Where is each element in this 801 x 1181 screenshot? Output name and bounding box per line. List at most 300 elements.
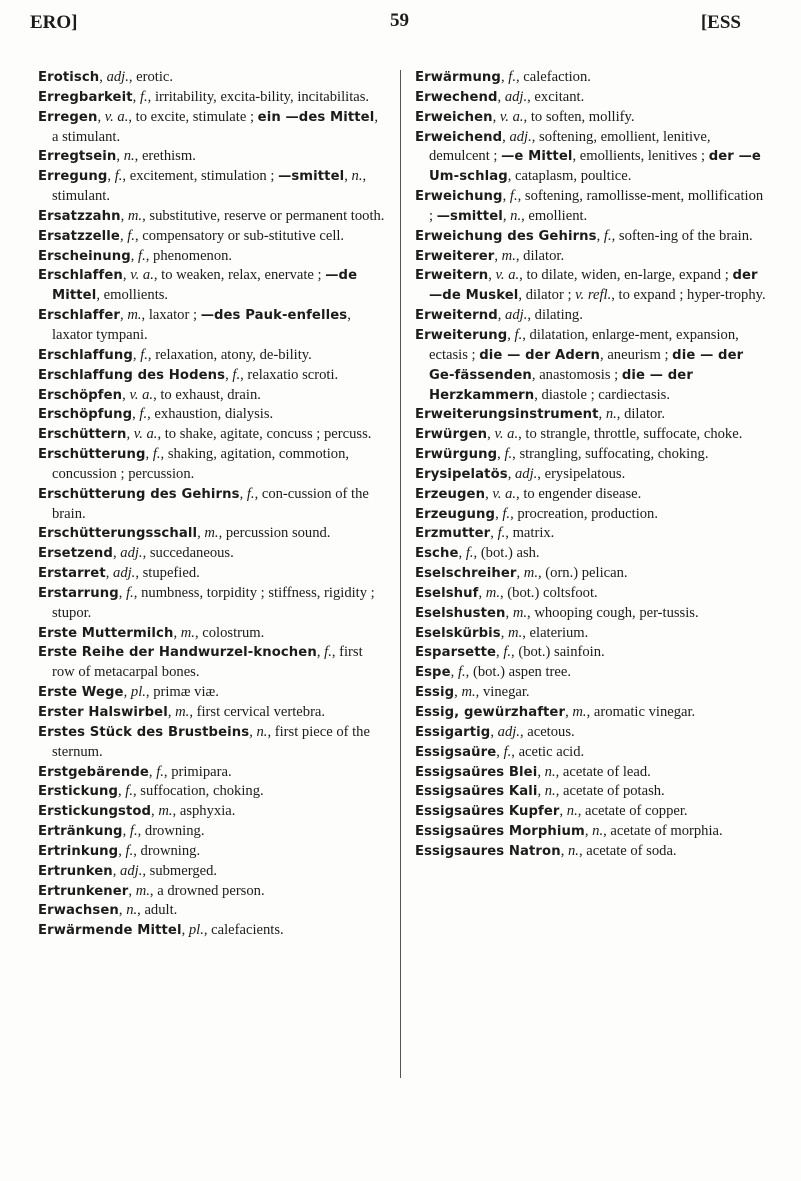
definition-text: , soften-ing of the brain. [611, 227, 753, 244]
definition-text: , [495, 505, 503, 522]
dictionary-entry [415, 763, 770, 783]
grammar-label: n. [544, 763, 556, 780]
definition-text: , [112, 545, 121, 562]
definition-text: , irritability, excita-bility, incitabilitas. [147, 88, 370, 105]
grammar-label: n. [256, 723, 268, 740]
headword: Erster Halswirbel [38, 705, 168, 720]
dictionary-entry [415, 584, 770, 604]
dictionary-entry [38, 386, 388, 406]
definition-text: , [112, 862, 121, 879]
definition-text: , [559, 803, 567, 820]
definition-text: , [478, 584, 486, 601]
left-column [38, 68, 388, 941]
grammar-label: f. [152, 446, 161, 463]
headword: Essigsaüre [415, 744, 497, 760]
definition-text: , [130, 247, 139, 264]
headword: Erwürgung [415, 447, 498, 463]
dictionary-entry [38, 544, 388, 564]
grammar-label: f. [497, 525, 506, 542]
grammar-label: adj. [120, 545, 143, 562]
headword: Erste Muttermilch [38, 625, 174, 641]
grammar-label: n. [566, 803, 578, 820]
dictionary-entry [415, 128, 770, 188]
headword: Eselskürbis [415, 625, 501, 641]
dictionary-entry [415, 604, 770, 624]
definition-text: , (bot.) ash. [473, 545, 540, 562]
dictionary-entry [38, 921, 388, 941]
grammar-label: m. [485, 584, 500, 601]
dictionary-entry [38, 227, 388, 247]
headword: Ersatzzahn [38, 208, 121, 224]
headword: Erweiterung [415, 327, 508, 343]
headword: Erweitern [415, 268, 489, 284]
grammar-label: f. [114, 168, 123, 185]
right-column [415, 68, 770, 862]
definition-text: , [492, 108, 500, 125]
grammar-label: f. [324, 644, 332, 661]
definition-text: , [148, 763, 157, 780]
headword: die — der Ge-fässenden [429, 347, 744, 383]
headword: Ertrunkener [38, 883, 129, 899]
definition-text: , first piece of the sternum. [52, 723, 370, 760]
definition-text: , asphyxia. [172, 803, 236, 820]
headword: Eselschreiher [415, 566, 517, 582]
headword: Essig [415, 685, 455, 701]
definition-text: , [537, 763, 545, 780]
dictionary-entry [38, 266, 388, 306]
grammar-label: f. [232, 366, 241, 383]
headword: Erwechend [415, 89, 498, 105]
grammar-label: f. [138, 247, 146, 264]
grammar-label: pl. [130, 684, 146, 701]
dictionary-entry [415, 247, 770, 267]
definition-text: , succedaneous. [142, 545, 234, 562]
definition-text: , calefaction. [515, 69, 591, 85]
definition-text: , adult. [137, 902, 178, 919]
definition-text: , [598, 406, 606, 423]
definition-text: , to shake, agitate, concuss ; percuss. [157, 426, 372, 443]
definition-text: , [458, 545, 466, 562]
definition-text: , [537, 783, 545, 800]
dictionary-entry [415, 802, 770, 822]
definition-text: , (bot.) coltsfoot. [500, 584, 598, 601]
grammar-label: f. [125, 783, 133, 800]
grammar-label: f. [139, 406, 148, 423]
grammar-label: m. [127, 307, 142, 324]
definition-text: , [118, 584, 127, 601]
dictionary-entry [415, 405, 770, 425]
dictionary-entry [38, 88, 388, 108]
headword: Erschöpfung [38, 407, 133, 423]
headword: Erysipelatös [415, 466, 508, 482]
definition-text: , dilating. [527, 307, 583, 324]
definition-text: , phenomenon. [145, 247, 233, 264]
headword: Erwürgen [415, 427, 488, 443]
headword: Erstarret [38, 566, 106, 582]
grammar-label: adj. [106, 69, 129, 85]
definition-text: , [450, 664, 458, 681]
headword: —de Mittel [52, 268, 358, 304]
definition-text: , [565, 704, 573, 720]
definition-text: , laxator tympani. [52, 307, 351, 343]
definition-text: , [454, 684, 462, 701]
dictionary-entry [415, 485, 770, 505]
dictionary-entry [38, 683, 388, 703]
column-divider [400, 70, 401, 1078]
headword: Erweiterer [415, 248, 495, 264]
headword: Ertrinkung [38, 843, 119, 859]
grammar-label: m. [158, 803, 173, 820]
headword: Essigsaüres Morphium [415, 824, 585, 840]
headword: Eselshuf [415, 585, 479, 601]
definition-text: , drowning. [133, 842, 201, 859]
headword: Ersetzend [38, 546, 113, 562]
definition-text: , acetous. [519, 723, 575, 740]
definition-text: , [485, 485, 493, 502]
definition-text: , [488, 267, 496, 284]
definition-text: , relaxatio scroti. [240, 366, 339, 383]
dictionary-entry [415, 108, 770, 128]
dictionary-entry [415, 564, 770, 584]
grammar-label: m. [512, 604, 528, 621]
definition-text: , [497, 307, 506, 324]
headword: Essigsaüres Kupfer [415, 804, 560, 820]
headword: Esche [415, 546, 459, 562]
headword: Erstickung [38, 784, 118, 800]
headword: Erregtsein [38, 149, 117, 165]
headword: Erweiternd [415, 308, 498, 324]
definition-text: , [119, 227, 128, 244]
definition-text: , dilator. [515, 247, 565, 264]
dictionary-entry [415, 505, 770, 525]
definition-text: , emollients, lenitives ; [572, 148, 709, 165]
grammar-label: adj. [120, 862, 143, 879]
grammar-label: v. a. [133, 426, 158, 443]
dictionary-entry [38, 703, 388, 723]
definition-text: , [497, 88, 505, 105]
definition-text: , acetate of soda. [578, 842, 677, 859]
headword: Ertrunken [38, 863, 113, 879]
definition-text: , [502, 128, 510, 145]
definition-text: , relaxation, atony, de-bility. [147, 346, 312, 363]
dictionary-entry [38, 207, 388, 227]
dictionary-entry [415, 544, 770, 564]
grammar-label: n. [605, 406, 617, 423]
definition-text: , primæ viæ. [145, 684, 219, 701]
definition-text: , colostrum. [194, 624, 265, 641]
definition-text: , [316, 644, 325, 661]
dictionary-entry [415, 703, 770, 723]
headword: Erste Reihe der Handwurzel-knochen [38, 645, 317, 661]
definition-text: , stupefied. [135, 565, 200, 582]
grammar-label: adj. [515, 465, 538, 482]
definition-text: , [120, 307, 128, 324]
dictionary-entry [415, 306, 770, 326]
dictionary-entry [38, 405, 388, 425]
definition-text: , a drowned person. [149, 882, 265, 899]
definition-text: , erotic. [128, 69, 174, 85]
definition-text: , primipara. [163, 763, 232, 780]
grammar-label: m. [175, 704, 190, 720]
grammar-label: m. [180, 624, 195, 641]
headword: Essigsaures Natron [415, 843, 561, 859]
definition-text: , to dilate, widen, en-large, expand ; [519, 267, 733, 284]
dictionary-entry [415, 842, 770, 862]
definition-text: , to exhaust, drain. [153, 386, 261, 403]
definition-text: , con-cussion of the brain. [52, 485, 369, 522]
grammar-label: m. [523, 565, 538, 582]
headword: Erzeugen [415, 486, 486, 502]
dictionary-entry [38, 346, 388, 366]
definition-text: , strangling, suffocating, choking. [512, 446, 709, 463]
definition-text: , [99, 69, 107, 85]
definition-text: , [122, 386, 130, 403]
grammar-label: adj. [509, 128, 532, 145]
definition-text: , laxator ; [141, 307, 201, 324]
dictionary-entry [38, 763, 388, 783]
definition-text: , emollient. [521, 207, 588, 224]
headword: Erschlaffung des Hodens [38, 367, 226, 383]
grammar-label: f. [246, 485, 255, 502]
dictionary-entry [415, 68, 770, 88]
definition-text: , acetate of copper. [577, 803, 688, 820]
definition-text: , [344, 168, 352, 185]
definition-text: , [151, 803, 159, 820]
definition-text: , [596, 227, 604, 244]
definition-text: , aneurism ; [600, 346, 673, 363]
grammar-label: adj. [504, 88, 528, 105]
definition-text: , drowning. [137, 823, 205, 840]
definition-text: , [197, 525, 205, 542]
grammar-label: n. [126, 902, 138, 919]
definition-text: , [122, 823, 130, 840]
dictionary-entry [38, 147, 388, 167]
definition-text: , erethism. [134, 148, 196, 165]
definition-text: , substitutive, reserve or permanent tooth. [142, 207, 385, 224]
grammar-label: v. a. [104, 108, 129, 125]
headword: ein —des Mittel [257, 109, 375, 125]
grammar-label: f. [508, 69, 516, 85]
definition-text: , [132, 88, 140, 105]
definition-text: , [132, 406, 140, 423]
definition-text: , first row of metacarpal bones. [52, 644, 363, 681]
definition-text: , [239, 485, 247, 502]
dictionary-entry [415, 227, 770, 247]
grammar-label: f. [127, 227, 135, 244]
headword: Erotisch [38, 70, 100, 85]
grammar-label: f. [465, 545, 474, 562]
definition-text: , (bot.) sainfoin. [511, 644, 605, 661]
grammar-label: f. [514, 326, 523, 343]
headword: Erschöpfen [38, 387, 123, 403]
dictionary-entry [38, 584, 388, 624]
grammar-label: v. a. [494, 426, 519, 443]
headword: Erweichung [415, 189, 503, 205]
dictionary-entry [38, 485, 388, 525]
dictionary-entry [415, 683, 770, 703]
definition-text: , [173, 624, 181, 641]
grammar-label: adj. [505, 307, 528, 324]
headword: Esparsette [415, 645, 497, 661]
definition-text: , numbness, torpidity ; stiffness, rigidity ; stupor. [52, 584, 375, 621]
dictionary-entry [38, 366, 388, 386]
dictionary-entry [415, 643, 770, 663]
dictionary-entry [415, 723, 770, 743]
grammar-label: m. [572, 704, 587, 720]
headword: —smittel [436, 208, 503, 224]
definition-text: , [118, 902, 127, 919]
dictionary-entry [38, 247, 388, 267]
definition-text: , dilator ; [518, 287, 576, 304]
headword: Erwachsen [38, 903, 119, 919]
definition-text: , [105, 565, 114, 582]
grammar-label: v. a. [492, 485, 517, 502]
definition-text: , cataplasm, poultice. [507, 168, 632, 185]
grammar-label: m. [508, 624, 523, 641]
grammar-label: v. a. [499, 108, 524, 125]
grammar-label: n. [567, 842, 579, 859]
headword: der —e Um-schlag [429, 149, 761, 185]
dictionary-entry [38, 306, 388, 346]
definition-text: , [97, 108, 105, 125]
grammar-label: n. [544, 783, 556, 800]
dictionary-entry [415, 524, 770, 544]
headword: Erwärmende Mittel [38, 923, 182, 939]
grammar-label: f. [502, 505, 511, 522]
grammar-label: n. [123, 148, 135, 165]
definition-text: , [494, 247, 502, 264]
dictionary-entry [38, 782, 388, 802]
definition-text: , [490, 525, 498, 542]
headword: Erste Wege [38, 685, 124, 701]
definition-text: , anastomosis ; [531, 366, 622, 383]
definition-text: , to excite, stimulate ; [128, 108, 258, 125]
definition-text: , [516, 565, 524, 582]
headword: die — der Herzkammern [429, 367, 693, 403]
grammar-label: f. [126, 584, 134, 601]
dictionary-entry [415, 822, 770, 842]
definition-text: , matrix. [505, 525, 555, 542]
definition-text: , [500, 69, 509, 85]
definition-text: , [123, 684, 131, 701]
definition-text: , [496, 644, 504, 661]
header-left-guide-word: ERO] [30, 12, 78, 33]
definition-text: , submerged. [142, 862, 218, 879]
definition-text: , excitant. [527, 88, 585, 105]
headword: Erweichen [415, 109, 493, 125]
definition-text: , acetate of potash. [555, 783, 665, 800]
definition-text: , [116, 148, 124, 165]
dictionary-entry [38, 68, 388, 88]
dictionary-entry [415, 465, 770, 485]
grammar-label: f. [504, 446, 513, 463]
definition-text: , erysipelatous. [537, 465, 626, 482]
grammar-label: m. [127, 207, 143, 224]
headword: Erzeugung [415, 506, 496, 522]
headword: Erschütterungsschall [38, 526, 198, 542]
headword: Erstarrung [38, 585, 119, 601]
headword: Essigsaüres Kali [415, 784, 538, 800]
headword: Erschütterung [38, 447, 146, 463]
dictionary-entry [38, 723, 388, 763]
headword: Erschüttern [38, 427, 127, 443]
headword: Essigsaüres Blei [415, 764, 538, 780]
definition-text: , acetic acid. [511, 743, 585, 760]
dictionary-entry [38, 564, 388, 584]
dictionary-entry [38, 624, 388, 644]
headword: —e Mittel [501, 149, 573, 165]
definition-text: , elaterium. [522, 624, 589, 641]
definition-text: , [584, 823, 593, 840]
definition-text: , [122, 267, 131, 284]
page-number: 59 [390, 10, 409, 31]
grammar-label: adj. [497, 723, 520, 740]
headword: Erstickungstod [38, 804, 152, 820]
dictionary-entry [415, 663, 770, 683]
grammar-label: f. [125, 842, 134, 859]
headword: —des Pauk-enfelles [200, 308, 348, 324]
headword: Erzmutter [415, 526, 491, 542]
definition-text: , [126, 426, 134, 443]
grammar-label: v. refl. [575, 287, 612, 304]
grammar-label: m. [501, 247, 516, 264]
definition-text: , suffocation, choking. [133, 783, 264, 800]
definition-text: , procreation, production. [510, 505, 658, 522]
headword: Erschlaffen [38, 268, 123, 284]
definition-text: , [167, 704, 176, 720]
grammar-label: v. a. [130, 267, 154, 284]
definition-text: , [107, 168, 115, 185]
definition-text: , whooping cough, per-tussis. [527, 604, 699, 621]
grammar-label: f. [140, 346, 148, 363]
dictionary-entry [38, 822, 388, 842]
definition-text: , to weaken, relax, enervate ; [153, 267, 326, 284]
definition-text: , [497, 446, 505, 463]
headword: Erregung [38, 169, 108, 185]
headword: Erweichung des Gehirns [415, 228, 597, 244]
definition-text: , a stimulant. [52, 108, 378, 145]
grammar-label: pl. [188, 922, 204, 939]
definition-text: , (orn.) pelican. [537, 565, 628, 582]
dictionary-entry [38, 901, 388, 921]
dictionary-entry [38, 524, 388, 544]
dictionary-entry [415, 782, 770, 802]
grammar-label: m. [135, 882, 150, 899]
definition-text: , to expand ; hyper-trophy. [611, 287, 766, 304]
definition-text: , softening, emollient, lenitive, demulcent ; [429, 128, 711, 165]
definition-text: , dilatation, enlarge-ment, expansion, ectasis ; [429, 326, 739, 363]
dictionary-entry [38, 445, 388, 485]
grammar-label: f. [156, 763, 164, 780]
dictionary-entry [415, 266, 770, 306]
definition-text: , [507, 465, 515, 482]
headword: Erweichend [415, 129, 503, 145]
dictionary-entry [415, 187, 770, 227]
grammar-label: n. [510, 207, 522, 224]
grammar-label: f. [129, 823, 138, 840]
definition-text: , (bot.) aspen tree. [465, 664, 572, 681]
dictionary-entry [38, 882, 388, 902]
dictionary-entry [415, 88, 770, 108]
headword: —smittel [278, 169, 345, 185]
dictionary-entry [38, 425, 388, 445]
dictionary-entry [38, 842, 388, 862]
grammar-label: adj. [113, 565, 136, 582]
headword: Ersatzzelle [38, 228, 120, 244]
definition-text: , emollients. [96, 287, 169, 304]
grammar-label: n. [351, 168, 363, 185]
definition-text: , vinegar. [475, 684, 530, 701]
